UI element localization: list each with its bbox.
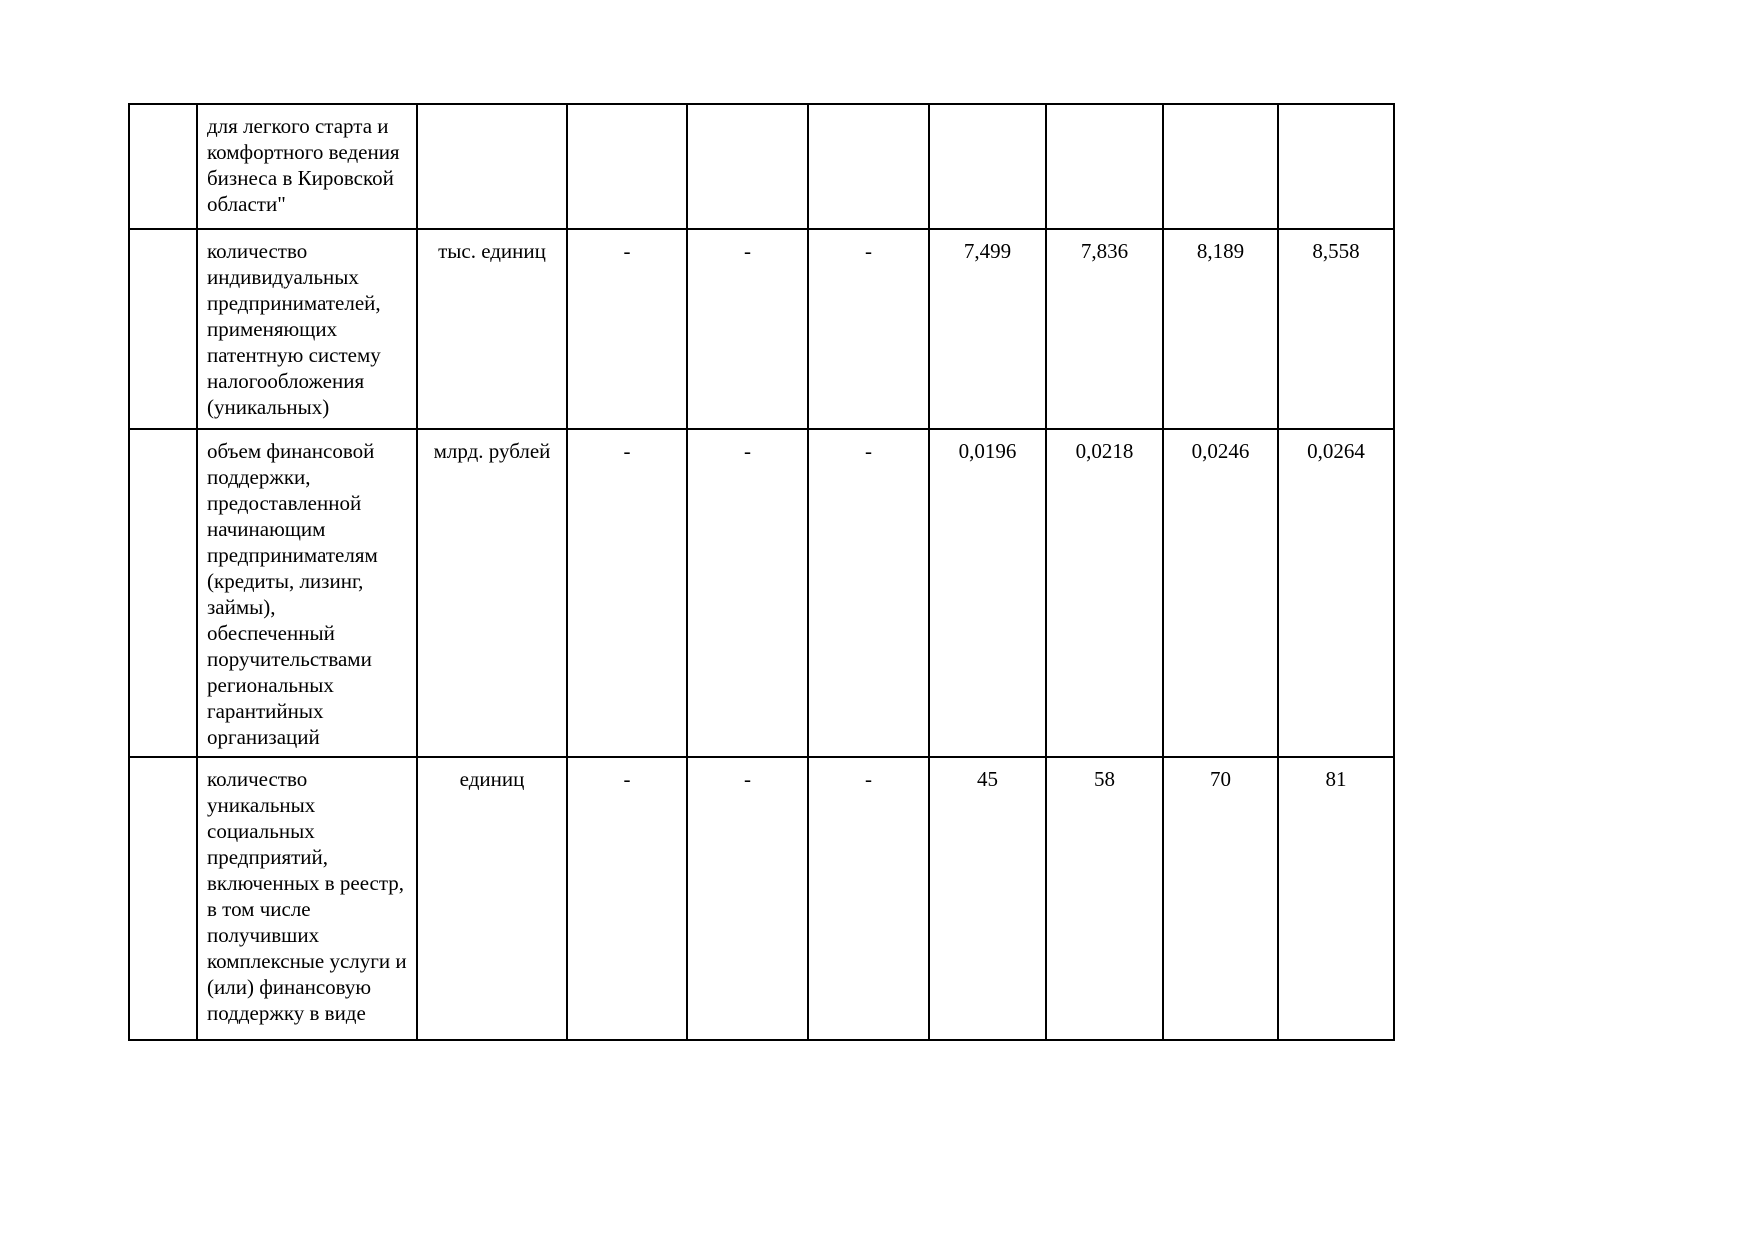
value-cell: - bbox=[808, 757, 929, 1040]
value-cell: 8,558 bbox=[1278, 229, 1394, 429]
value-cell: - bbox=[567, 757, 687, 1040]
value-cell: 0,0246 bbox=[1163, 429, 1278, 757]
indicator-cell: объем финансовой поддержки, предоставленной начинающим предпринимателям (кредиты, лизинг, займы), обеспеченный поручительствами региональных гарантийных организаций bbox=[197, 429, 417, 757]
value-cell bbox=[687, 104, 808, 229]
value-cell bbox=[1278, 104, 1394, 229]
value-cell: 8,189 bbox=[1163, 229, 1278, 429]
table-row bbox=[129, 429, 1394, 757]
value-cell: - bbox=[567, 429, 687, 757]
value-cell: - bbox=[687, 229, 808, 429]
unit-cell: единиц bbox=[417, 757, 567, 1040]
indicator-cell: количество уникальных социальных предприятий, включенных в реестр, в том числе получивших комплексные услуги и (или) финансовую поддержку в виде bbox=[197, 757, 417, 1040]
value-cell: 7,836 bbox=[1046, 229, 1163, 429]
value-cell bbox=[929, 104, 1046, 229]
value-cell: 0,0196 bbox=[929, 429, 1046, 757]
value-cell: 58 bbox=[1046, 757, 1163, 1040]
row-number-cell bbox=[129, 104, 197, 229]
value-cell: - bbox=[687, 429, 808, 757]
value-cell: 81 bbox=[1278, 757, 1394, 1040]
value-cell: - bbox=[567, 229, 687, 429]
value-cell bbox=[1046, 104, 1163, 229]
row-number-cell bbox=[129, 757, 197, 1040]
row-number-cell bbox=[129, 229, 197, 429]
value-cell: 7,499 bbox=[929, 229, 1046, 429]
value-cell: - bbox=[687, 757, 808, 1040]
table-row bbox=[129, 104, 1394, 229]
unit-cell: млрд. рублей bbox=[417, 429, 567, 757]
value-cell: 70 bbox=[1163, 757, 1278, 1040]
value-cell bbox=[808, 104, 929, 229]
table-row bbox=[129, 757, 1394, 1040]
value-cell bbox=[567, 104, 687, 229]
indicator-cell: количество индивидуальных предпринимателей, применяющих патентную систему налогообложения (уникальных) bbox=[197, 229, 417, 429]
row-number-cell bbox=[129, 429, 197, 757]
value-cell bbox=[1163, 104, 1278, 229]
table-row bbox=[129, 229, 1394, 429]
indicator-cell: для легкого старта и комфортного ведения бизнеса в Кировской области" bbox=[197, 104, 417, 229]
unit-cell bbox=[417, 104, 567, 229]
value-cell: 0,0218 bbox=[1046, 429, 1163, 757]
indicators-table bbox=[128, 103, 1395, 1041]
value-cell: 45 bbox=[929, 757, 1046, 1040]
unit-cell: тыс. единиц bbox=[417, 229, 567, 429]
value-cell: - bbox=[808, 229, 929, 429]
value-cell: 0,0264 bbox=[1278, 429, 1394, 757]
value-cell: - bbox=[808, 429, 929, 757]
